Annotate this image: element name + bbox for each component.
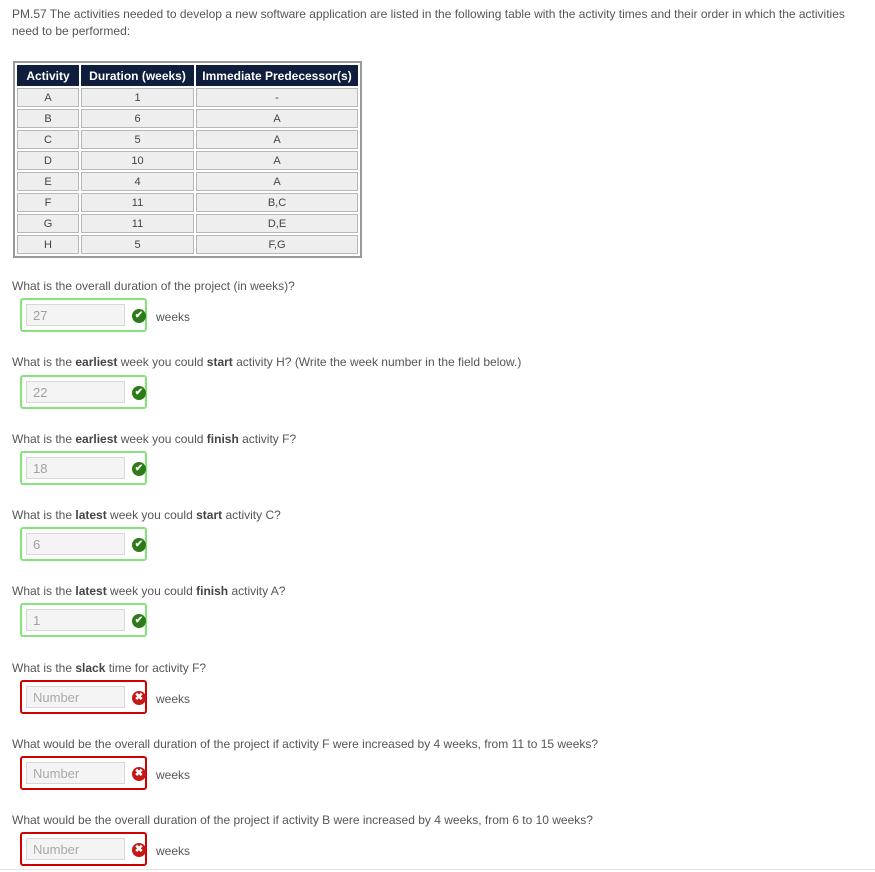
question-emphasis: start — [206, 355, 233, 369]
question-text-part: What would be the overall duration of the project if activity F were increased by 4 weeks, from 11 to 15 weeks? — [12, 737, 599, 751]
page-bottom-divider — [0, 869, 875, 870]
question-emphasis: earliest — [75, 432, 118, 446]
x-circle-icon: ✖ — [132, 843, 146, 857]
question-text-part: week you could — [106, 508, 197, 522]
answer-input[interactable] — [26, 686, 125, 708]
question-text — [12, 355, 521, 369]
answer-input[interactable] — [26, 533, 125, 555]
answer-box — [20, 603, 147, 637]
question-emphasis: slack — [75, 661, 106, 675]
table-row — [17, 235, 358, 254]
question-text-part: week you could — [117, 355, 207, 369]
question-emphasis: start — [196, 508, 223, 522]
answer-input[interactable] — [26, 838, 125, 860]
answer-box — [20, 375, 147, 409]
header-activity: Activity — [17, 65, 79, 86]
answer-box — [20, 451, 147, 485]
check-circle-icon: ✔ — [132, 538, 146, 552]
activity-cell: C — [17, 130, 79, 149]
duration-cell: 10 — [81, 151, 194, 170]
check-circle-icon: ✔ — [132, 614, 146, 628]
question-text-part: What is the — [12, 508, 76, 522]
question-emphasis: finish — [206, 432, 239, 446]
table-row — [17, 109, 358, 128]
answer-box — [20, 298, 147, 332]
unit-label: weeks — [156, 692, 191, 706]
unit-label: weeks — [156, 310, 191, 324]
question-text-part: activity H? (Write the week number in the field below.) — [232, 355, 522, 369]
table-row — [17, 88, 358, 107]
predecessor-cell: A — [196, 151, 358, 170]
question-emphasis: latest — [75, 584, 107, 598]
question-text-part: activity C? — [222, 508, 281, 522]
unit-label: weeks — [156, 844, 191, 858]
activity-cell: F — [17, 193, 79, 212]
answer-input[interactable] — [26, 304, 125, 326]
check-circle-icon: ✔ — [132, 462, 146, 476]
table-row — [17, 151, 358, 170]
table-row — [17, 172, 358, 191]
question-text-part: week you could — [106, 584, 197, 598]
check-circle-icon: ✔ — [132, 386, 146, 400]
predecessor-cell: A — [196, 172, 358, 191]
answer-input[interactable] — [26, 762, 125, 784]
question-text-part: What is the — [12, 432, 76, 446]
activity-table-container — [13, 61, 362, 258]
question-text — [12, 737, 598, 751]
unit-label: weeks — [156, 768, 191, 782]
predecessor-cell: - — [196, 88, 358, 107]
question-text-part: What is the — [12, 661, 76, 675]
check-circle-icon: ✔ — [132, 309, 146, 323]
answer-box — [20, 527, 147, 561]
question-text — [12, 661, 206, 675]
activity-cell: D — [17, 151, 79, 170]
question-text — [12, 584, 285, 598]
predecessor-cell: A — [196, 109, 358, 128]
table-row — [17, 193, 358, 212]
activity-cell: A — [17, 88, 79, 107]
predecessor-cell: D,E — [196, 214, 358, 233]
question-text — [12, 432, 296, 446]
answer-box — [20, 680, 147, 714]
header-predecessors: Immediate Predecessor(s) — [196, 65, 358, 86]
question-emphasis: finish — [196, 584, 229, 598]
activity-table — [13, 61, 362, 258]
activity-cell: H — [17, 235, 79, 254]
duration-cell: 5 — [81, 235, 194, 254]
duration-cell: 4 — [81, 172, 194, 191]
question-text — [12, 279, 295, 293]
predecessor-cell: F,G — [196, 235, 358, 254]
question-text-part: time for activity F? — [105, 661, 207, 675]
table-header-row — [17, 65, 358, 86]
predecessor-cell: B,C — [196, 193, 358, 212]
header-duration: Duration (weeks) — [81, 65, 194, 86]
answer-box — [20, 832, 147, 866]
table-row — [17, 130, 358, 149]
question-text-part: What is the overall duration of the project (in weeks)? — [12, 279, 295, 293]
table-row — [17, 214, 358, 233]
x-circle-icon: ✖ — [132, 767, 146, 781]
activity-cell: G — [17, 214, 79, 233]
question-text-part: week you could — [117, 432, 207, 446]
duration-cell: 11 — [81, 193, 194, 212]
question-emphasis: latest — [75, 508, 107, 522]
predecessor-cell: A — [196, 130, 358, 149]
problem-statement: PM.57 The activities needed to develop a new software application are listed in the following table with the activity times and their order in which the activities need to be performed: — [12, 7, 845, 38]
question-text-part: activity F? — [238, 432, 297, 446]
duration-cell: 6 — [81, 109, 194, 128]
answer-box — [20, 756, 147, 790]
question-emphasis: earliest — [75, 355, 118, 369]
answer-input[interactable] — [26, 381, 125, 403]
question-text-part: What is the — [12, 355, 76, 369]
answer-input[interactable] — [26, 609, 125, 631]
duration-cell: 5 — [81, 130, 194, 149]
question-text-part: What is the — [12, 584, 76, 598]
duration-cell: 11 — [81, 214, 194, 233]
x-circle-icon: ✖ — [132, 691, 146, 705]
duration-cell: 1 — [81, 88, 194, 107]
question-text-part: What would be the overall duration of the project if activity B were increased by 4 weeks, from 6 to 10 weeks? — [12, 813, 593, 827]
activity-cell: B — [17, 109, 79, 128]
activity-cell: E — [17, 172, 79, 191]
answer-input[interactable] — [26, 457, 125, 479]
question-text — [12, 813, 593, 827]
question-text — [12, 508, 281, 522]
question-text-part: activity A? — [228, 584, 286, 598]
